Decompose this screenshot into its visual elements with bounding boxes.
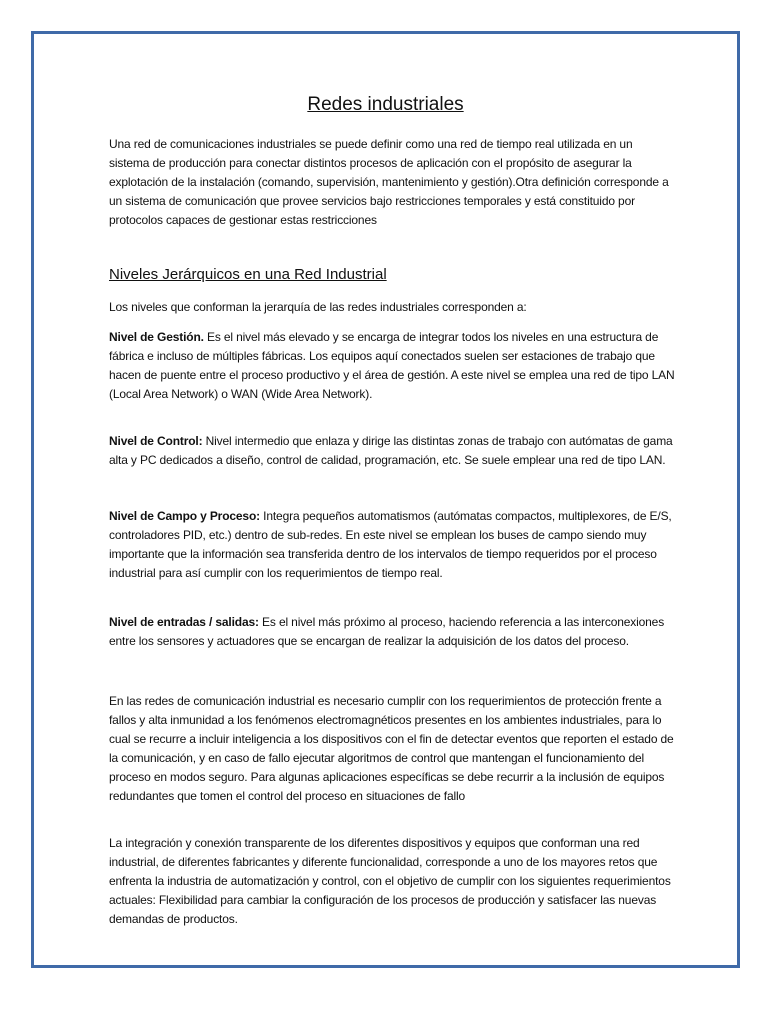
- level-io-term: Nivel de entradas / salidas:: [109, 615, 259, 629]
- integration-paragraph: La integración y conexión transparente de los diferentes dispositivos y equipos que conforman una red industrial, de diferentes fabricantes y diferente funcionalidad, corresponde a uno de los mayores retos que enfrenta la industria de automatización y control, con el objetivo de cumplir con los siguientes requerimientos actuales: Flexibilidad para cambiar la configuración de los procesos de producción y satisfacer las nuevas demandas de productos.: [109, 836, 671, 926]
- level-io-paragraph: [109, 613, 675, 651]
- document-title: Redes industriales: [307, 94, 464, 115]
- level-gestion-text: Es el nivel más elevado y se encarga de integrar todos los niveles en una estructura de fábrica e incluso de múltiples fábricas. Los equipos aquí conectados suelen ser estaciones de trabajo que hacen de puente entre el proceso productivo y el área de gestión. A este nivel se emplea una red de tipo LAN (Local Area Network) o WAN (Wide Area Network).: [109, 330, 675, 401]
- document-page: [31, 31, 740, 968]
- level-gestion-paragraph: [109, 328, 675, 404]
- intro-paragraph: Una red de comunicaciones industriales se puede definir como una red de tiempo real utilizada en un sistema de producción para conectar distintos procesos de aplicación con el propósito de asegurar la explotación de la instalación (comando, supervisión, mantenimiento y gestión).Otra definición corresponde a un sistema de comunicación que provee servicios bajo restricciones temporales y está constituido por protocolos capaces de gestionar estas restricciones: [109, 137, 669, 227]
- level-control-text: Nivel intermedio que enlaza y dirige las distintas zonas de trabajo con autómatas de gama alta y PC dedicados a diseño, control de calidad, programación, etc. Se suele emplear una red de tipo LAN.: [109, 434, 673, 467]
- level-gestion-term: Nivel de Gestión.: [109, 330, 204, 344]
- level-campo-paragraph: [109, 507, 675, 583]
- level-campo-term: Nivel de Campo y Proceso:: [109, 509, 260, 523]
- level-io-text: Es el nivel más próximo al proceso, haciendo referencia a las interconexiones entre los sensores y actuadores que se encargan de realizar la adquisición de los datos del proceso.: [109, 615, 665, 648]
- level-control-term: Nivel de Control:: [109, 434, 203, 448]
- protection-paragraph: En las redes de comunicación industrial es necesario cumplir con los requerimientos de protección frente a fallos y alta inmunidad a los fenómenos electromagnéticos presentes en los ambientes industriales, para lo cual se recurre a incluir inteligencia a los dispositivos con el fin de detectar eventos que reporten el estado de la comunicación, y en caso de fallo ejecutar algoritmos de control que mantengan el funcionamiento del proceso en modos seguro. Para algunas aplicaciones específicas se debe recurrir a la inclusión de equipos redundantes que tomen el control del proceso en situaciones de fallo: [109, 694, 674, 803]
- section-heading: Niveles Jerárquicos en una Red Industrial: [109, 266, 387, 283]
- levels-intro: Los niveles que conforman la jerarquía de las redes industriales corresponden a:: [109, 300, 527, 314]
- level-control-paragraph: [109, 432, 675, 470]
- level-campo-text: Integra pequeños automatismos (autómatas compactos, multiplexores, de E/S, controladores PID, etc.) dentro de sub-redes. En este nivel se emplean los buses de campo siendo muy importante que la información sea transferida dentro de los intervalos de tiempo requeridos por el proceso industrial para así cumplir con los requerimientos de tiempo real.: [109, 509, 672, 580]
